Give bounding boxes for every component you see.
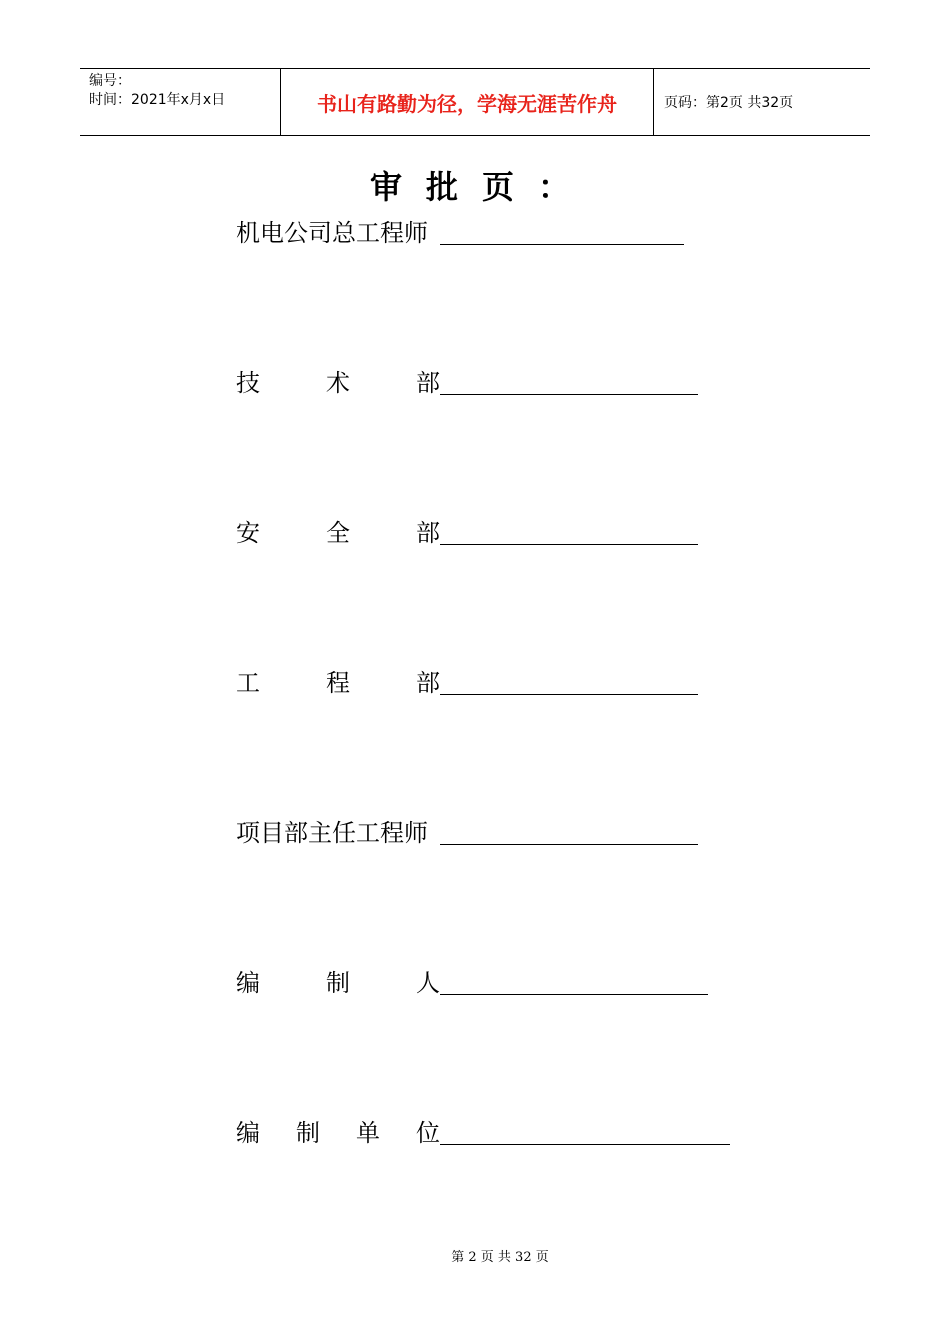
- sign-label-char: 编: [236, 1119, 260, 1147]
- sign-row-compiling-unit: [236, 1114, 730, 1148]
- signature-line: [440, 216, 684, 245]
- sign-row-safety-dept: [236, 514, 698, 548]
- sign-label-char: 编: [236, 969, 260, 997]
- sign-label-char: 技: [236, 369, 260, 397]
- sign-label-char: 部: [416, 669, 440, 697]
- sign-label: [236, 963, 440, 998]
- sign-label: [236, 513, 440, 548]
- sign-row-company-chief-engineer: [236, 214, 684, 248]
- signature-line: [440, 816, 698, 845]
- sign-label-char: 制: [296, 1119, 320, 1147]
- sign-label: [236, 363, 440, 398]
- page-header: [80, 68, 870, 136]
- sign-label-char: 位: [416, 1119, 440, 1147]
- sign-label-char: 人: [416, 969, 440, 997]
- sign-label-char: 工: [236, 669, 260, 697]
- signature-line: [440, 966, 708, 995]
- sign-row-engineering-dept: [236, 664, 698, 698]
- sign-label-char: 术: [326, 369, 350, 397]
- header-page-info: 页码：第2页 共32页: [664, 95, 794, 111]
- sign-row-technical-dept: [236, 364, 698, 398]
- sign-row-compiler: [236, 964, 708, 998]
- sign-label-char: 程: [326, 669, 350, 697]
- signature-line: [440, 1116, 730, 1145]
- document-number-label: 编号：: [89, 73, 131, 89]
- page-footer: 第 2 页 共 32 页: [451, 1250, 549, 1265]
- sign-label: 机电公司总工程师: [236, 219, 428, 247]
- sign-label-char: 部: [416, 519, 440, 547]
- sign-label-char: 制: [326, 969, 350, 997]
- sign-label-char: 安: [236, 519, 260, 547]
- signature-line: [440, 666, 698, 695]
- header-meta: [80, 69, 281, 135]
- page-title: 审批页：: [369, 168, 594, 206]
- sign-label-char: 全: [326, 519, 350, 547]
- sign-label-char: 部: [416, 369, 440, 397]
- sign-row-project-chief-engineer: [236, 814, 698, 848]
- sign-label: [236, 1113, 440, 1148]
- sign-label-char: 单: [356, 1119, 380, 1147]
- sign-label: [236, 663, 440, 698]
- signature-line: [440, 366, 698, 395]
- document-time-label: 时间：2021年x月x日: [89, 92, 226, 108]
- header-motto: 书山有路勤为径，学海无涯苦作舟: [281, 69, 654, 135]
- sign-label: 项目部主任工程师: [236, 819, 428, 847]
- signature-line: [440, 516, 698, 545]
